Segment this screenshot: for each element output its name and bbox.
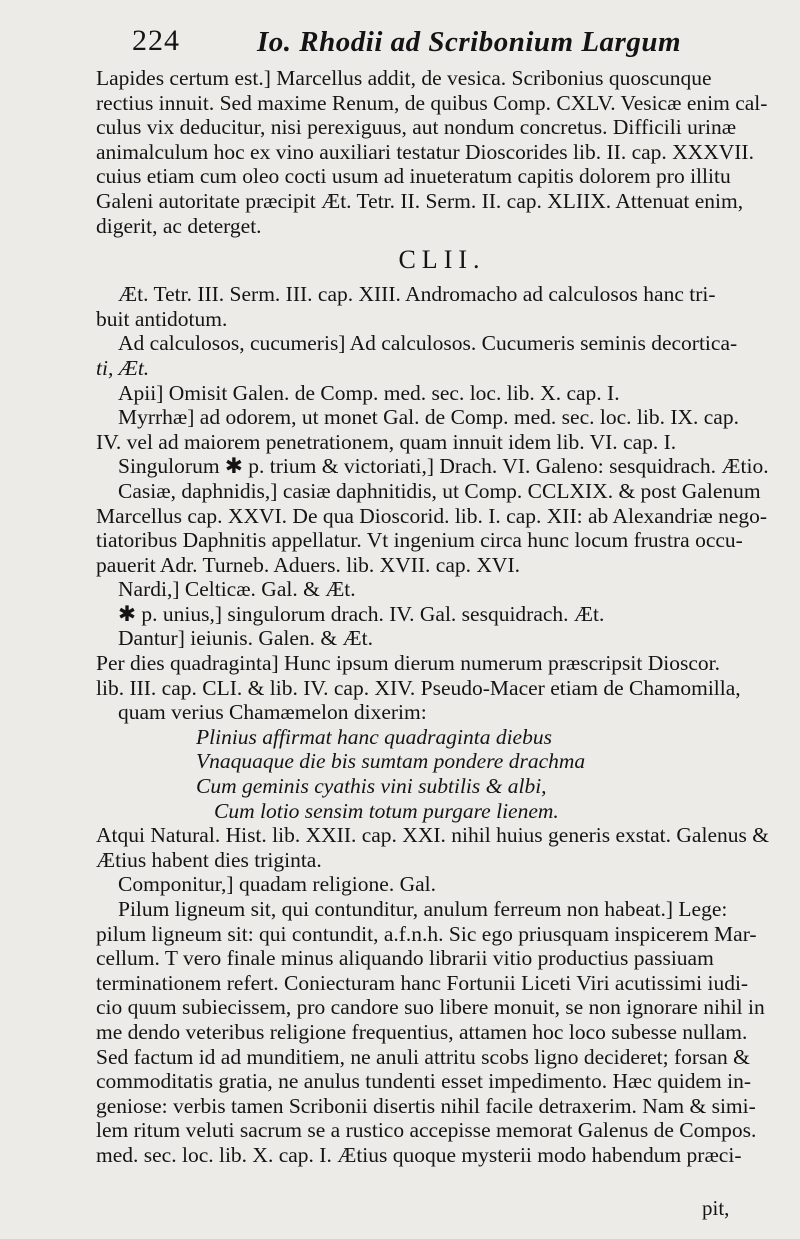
text-line: geniose: verbis tamen Scribonii disertis nihil facile detraxerim. Nam & simi- (96, 1093, 756, 1118)
text-line: Dantur] ieiunis. Galen. & Æt. (118, 626, 373, 651)
text-line: me dendo veteribus religione frequentius, attamen hoc loco subesse nullam. (96, 1019, 748, 1044)
text-line: culus vix deducitur, nisi perexiguus, aut nondum concretus. Difficili urinæ (96, 115, 737, 140)
section-heading: CLII. (398, 245, 486, 275)
text-line: ✱ p. unius,] singulorum drach. IV. Gal. sesquidrach. Æt. (118, 601, 605, 626)
text-line: Ad calculosos, cucumeris] Ad calculosos. Cucumeris seminis decortica- (118, 331, 738, 356)
text-line: Apii] Omisit Galen. de Comp. med. sec. loc. lib. X. cap. I. (118, 380, 620, 405)
text-line: quam verius Chamæmelon dixerim: (118, 700, 427, 725)
page-header (132, 24, 760, 64)
page-body (96, 66, 768, 1168)
text-line: ti, Æt. (96, 355, 150, 380)
catchword: pit, (702, 1196, 730, 1220)
text-line: commoditatis gratia, ne anulus tundenti esset impedimento. Hæc quidem in- (96, 1069, 752, 1094)
text-line: buit antidotum. (96, 306, 228, 331)
text-line: Per dies quadraginta] Hunc ipsum dierum numerum præscripsit Dioscor. (96, 651, 720, 676)
text-line: Galeni autoritate præcipit Æt. Tetr. II. Serm. II. cap. XLIIX. Attenuat enim, (96, 188, 744, 213)
verse-line: Cum lotio sensim totum purgare lienem. (214, 798, 559, 823)
verse-line: Cum geminis cyathis vini subtilis & albi, (196, 774, 547, 799)
text-line: Æt. Tetr. III. Serm. III. cap. XIII. Andromacho ad calculosos hanc tri- (118, 282, 716, 307)
text-line: digerit, ac deterget. (96, 213, 262, 238)
text-line: Lapides certum est.] Marcellus addit, de vesica. Scribonius quoscunque (96, 66, 712, 90)
text-line: Atqui Natural. Hist. lib. XXII. cap. XXI. nihil huius generis exstat. Galenus & (96, 823, 769, 848)
text-line: lem ritum veluti sacrum se a rustico accepisse memorat Galenus de Compos. (96, 1118, 757, 1143)
text-line: rectius innuit. Sed maxime Renum, de quibus Comp. CXLV. Vesicæ enim cal- (96, 90, 768, 115)
text-line: Componitur,] quadam religione. Gal. (118, 872, 436, 897)
text-line: IV. vel ad maiorem penetrationem, quam innuit idem lib. VI. cap. I. (96, 429, 677, 454)
running-title: Io. Rhodii ad Scribonium Largum (257, 26, 682, 58)
text-line: Pilum ligneum sit, qui contunditur, anulum ferreum non habeat.] Lege: (118, 897, 728, 921)
text-line: cio quum subiecissem, pro candore suo libere monuit, se non ignorare nihil in (96, 995, 765, 1020)
text-line: terminationem refert. Coniecturam hanc Fortunii Liceti Viri acutissimi iudi- (96, 970, 749, 995)
text-line: pauerit Adr. Turneb. Aduers. lib. XVII. cap. XVI. (96, 552, 520, 577)
text-line: animalculum hoc ex vino auxiliari testatur Dioscorides lib. II. cap. XXXVII. (96, 139, 754, 164)
text-line: Sed factum id ad munditiem, ne anuli attritu scobs ligno decideret; forsan & (96, 1044, 750, 1069)
verse-line: Vnaquaque die bis sumtam pondere drachma (196, 749, 586, 774)
text-line: med. sec. loc. lib. X. cap. I. Ætius quoque mysterii modo habendum præci- (96, 1142, 742, 1167)
text-line: lib. III. cap. CLI. & lib. IV. cap. XIV. Pseudo-Macer etiam de Chamomilla, (96, 675, 741, 700)
text-line: pilum ligneum sit: qui contundit, a.f.n.h. Sic ego priusquam inspicerem Mar- (96, 921, 757, 946)
text-line: Nardi,] Celticæ. Gal. & Æt. (118, 577, 356, 602)
text-line: Casiæ, daphnidis,] casiæ daphnitidis, ut Comp. CCLXIX. & post Galenum (118, 478, 761, 503)
text-line: Marcellus cap. XXVI. De qua Dioscorid. lib. I. cap. XII: ab Alexandriæ nego- (96, 503, 768, 528)
text-line: tiatoribus Daphnitis appellatur. Vt ingenium circa hunc locum frustra occu- (96, 528, 743, 553)
text-line: Ætius habent dies triginta. (96, 847, 322, 872)
verse-line: Plinius affirmat hanc quadraginta diebus (196, 724, 552, 749)
text-line: cuius etiam cum oleo cocti usum ad inueteratum capitis dolorem pro illitu (96, 164, 731, 189)
text-line: Singulorum ✱ p. trium & victoriati,] Drach. VI. Galeno: sesquidrach. Ætio. (118, 454, 769, 479)
text-line: Myrrhæ] ad odorem, ut monet Gal. de Comp. med. sec. loc. lib. IX. cap. (118, 405, 739, 430)
page-number: 224 (132, 24, 180, 57)
text-line: cellum. T vero finale minus aliquando librarii vitio productius passiuam (96, 946, 714, 971)
